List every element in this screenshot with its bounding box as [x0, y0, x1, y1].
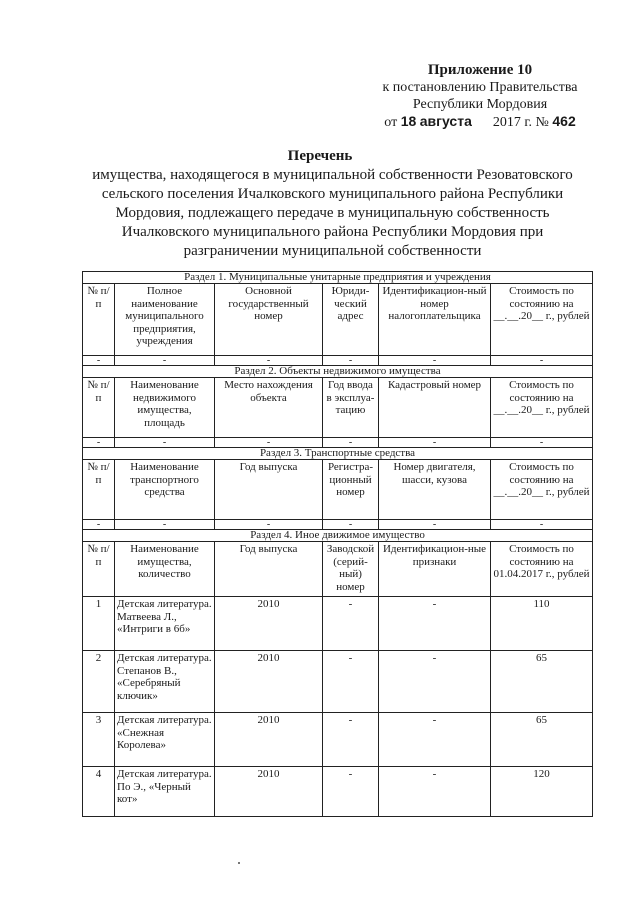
- header-cell: Полное наименование муниципального предприятия, учреждения: [115, 284, 215, 356]
- header-cell: Наименование недвижимого имущества, площадь: [115, 378, 215, 438]
- identifying-features: -: [379, 713, 491, 767]
- property-table: [82, 271, 593, 817]
- document-title: Перечень: [287, 148, 353, 164]
- release-year: 2010: [215, 597, 323, 651]
- header-cell: № п/п: [83, 378, 115, 438]
- row-number: 2: [83, 651, 115, 713]
- item-name: Детская литература. По Э., «Черный кот»: [115, 767, 215, 817]
- section-3-header-row: [83, 460, 593, 520]
- table-cell: -: [379, 356, 491, 366]
- item-cost: 110: [491, 597, 593, 651]
- section-2-title-row: [83, 366, 593, 378]
- table-cell: -: [215, 520, 323, 530]
- table-cell: -: [323, 438, 379, 448]
- serial-number: -: [323, 651, 379, 713]
- release-year: 2010: [215, 767, 323, 817]
- release-year: 2010: [215, 713, 323, 767]
- identifying-features: -: [379, 767, 491, 817]
- release-year: 2010: [215, 651, 323, 713]
- identifying-features: -: [379, 597, 491, 651]
- identifying-features: -: [379, 651, 491, 713]
- item-cost: 120: [491, 767, 593, 817]
- header-cell: Идентификацион-ные признаки: [379, 542, 491, 597]
- item-name: Детская литература. «Снежная Королева»: [115, 713, 215, 767]
- table-cell: -: [115, 356, 215, 366]
- serial-number: -: [323, 597, 379, 651]
- date-year: 2017 г.: [492, 115, 533, 130]
- section-title: Раздел 3. Транспортные средства: [83, 448, 593, 460]
- date-month: августа: [419, 113, 472, 129]
- row-number: 1: [83, 597, 115, 651]
- serial-number: -: [323, 713, 379, 767]
- header-cell: Основной государственный номер: [215, 284, 323, 356]
- section-title: Раздел 2. Объекты недвижимого имущества: [83, 366, 593, 378]
- appendix-date-line: [355, 113, 605, 131]
- header-cell: Год выпуска: [215, 460, 323, 520]
- table-cell: -: [491, 438, 593, 448]
- table-cell: -: [491, 520, 593, 530]
- table-cell: -: [215, 356, 323, 366]
- item-name: Детская литература. Матвеева Л., «Интриги в 6б»: [115, 597, 215, 651]
- section-1-header-row: [83, 284, 593, 356]
- table-cell: -: [115, 520, 215, 530]
- section-4-header-row: [83, 542, 593, 597]
- table-row: [83, 651, 593, 713]
- section-3-title-row: [83, 448, 593, 460]
- row-number: 4: [83, 767, 115, 817]
- table-cell: -: [83, 520, 115, 530]
- appendix-line-2: Республики Мордовия: [412, 97, 548, 112]
- table-cell: -: [491, 356, 593, 366]
- table-cell: -: [215, 438, 323, 448]
- date-number: 462: [552, 113, 576, 129]
- item-cost: 65: [491, 713, 593, 767]
- table-cell: -: [115, 438, 215, 448]
- header-cell: Кадастровый номер: [379, 378, 491, 438]
- header-cell: Номер двигателя, шасси, кузова: [379, 460, 491, 520]
- section-2-empty-row: [83, 438, 593, 448]
- date-day: 18: [400, 113, 417, 129]
- table-cell: -: [379, 520, 491, 530]
- item-name: Детская литература. Степанов В., «Серебряный ключик»: [115, 651, 215, 713]
- table-row: [83, 713, 593, 767]
- table-cell: -: [83, 356, 115, 366]
- header-cell: Наименование транспортного средства: [115, 460, 215, 520]
- table-row: [83, 597, 593, 651]
- header-cell: Заводской (серий-ный) номер: [323, 542, 379, 597]
- header-cell: Год ввода в эксплуа-тацию: [323, 378, 379, 438]
- date-prefix: от: [384, 115, 398, 130]
- appendix-header: [355, 62, 605, 131]
- header-cell: № п/п: [83, 542, 115, 597]
- scan-dot: [238, 862, 240, 864]
- header-cell: Наименование имущества, количество: [115, 542, 215, 597]
- section-3-empty-row: [83, 520, 593, 530]
- serial-number: -: [323, 767, 379, 817]
- section-2-header-row: [83, 378, 593, 438]
- section-title: Раздел 4. Иное движимое имущество: [83, 530, 593, 542]
- document-subtitle: имущества, находящегося в муниципальной собственности Резоватовского сельского поселения Ичалковского муниципального района Республики Мордовия, подлежащего передаче в муниципальную собственность Ичалковского муниципального района Республики Мордовия при разграничении муниципальной собственности: [92, 167, 573, 259]
- header-cell: № п/п: [83, 460, 115, 520]
- header-cell: Стоимость по состоянию на __.__.20__ г., рублей: [491, 460, 593, 520]
- row-number: 3: [83, 713, 115, 767]
- date-number-prefix: №: [535, 115, 549, 130]
- header-cell: Место нахождения объекта: [215, 378, 323, 438]
- header-cell: Стоимость по состоянию на __.__.20__ г., рублей: [491, 284, 593, 356]
- header-cell: Регистра-ционный номер: [323, 460, 379, 520]
- table-cell: -: [323, 356, 379, 366]
- header-cell: Стоимость по состоянию на 01.04.2017 г., рублей: [491, 542, 593, 597]
- item-cost: 65: [491, 651, 593, 713]
- table-cell: -: [83, 438, 115, 448]
- appendix-line-1: к постановлению Правительства: [382, 80, 578, 95]
- appendix-title: Приложение 10: [427, 62, 533, 78]
- section-4-title-row: [83, 530, 593, 542]
- header-cell: Юриди-ческий адрес: [323, 284, 379, 356]
- header-cell: Год выпуска: [215, 542, 323, 597]
- table-row: [83, 767, 593, 817]
- header-cell: Стоимость по состоянию на __.__.20__ г., рублей: [491, 378, 593, 438]
- table-cell: -: [379, 438, 491, 448]
- section-title: Раздел 1. Муниципальные унитарные предприятия и учреждения: [83, 272, 593, 284]
- section-1-title-row: [83, 272, 593, 284]
- header-cell: № п/п: [83, 284, 115, 356]
- header-cell: Идентификацион-ный номер налогоплательщика: [379, 284, 491, 356]
- section-1-empty-row: [83, 356, 593, 366]
- table-cell: -: [323, 520, 379, 530]
